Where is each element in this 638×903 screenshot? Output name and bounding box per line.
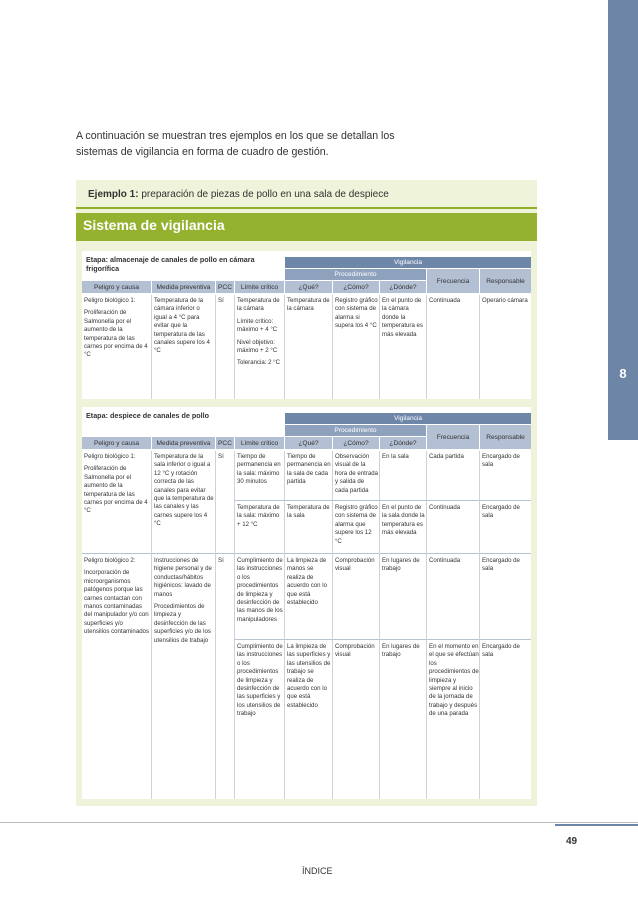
page-number: 49: [566, 836, 578, 847]
header-responsable: Responsable: [480, 269, 531, 293]
cell-limite: Temperatura de la sala: máximo + 12 °C: [237, 504, 280, 528]
header-medida: Medida preventiva: [152, 437, 215, 449]
system-banner: [76, 213, 537, 241]
header-que: ¿Qué?: [285, 281, 332, 293]
example-heading: [88, 189, 389, 200]
cell-pcc: Sí: [218, 297, 224, 304]
cell-como: Registro gráfico con sistema de alarma si supera los 4 °C: [335, 297, 378, 330]
table-almacenaje: [82, 251, 531, 399]
table-despiece: [82, 407, 531, 799]
intro-paragraph: A continuación se muestran tres ejemplos en los que se detallan los sistemas de vigilancia en forma de cuadro de gestión.: [76, 130, 395, 158]
cell-donde: En el punto de la sala donde la temperatura es más elevada: [382, 504, 425, 537]
header-como: ¿Cómo?: [333, 281, 379, 293]
header-procedimiento: Procedimiento: [285, 425, 426, 436]
header-donde: ¿Dónde?: [380, 281, 426, 293]
cell-responsable: Encargado de sala: [482, 504, 520, 520]
chapter-tab: [608, 0, 638, 440]
cell-como: Observación visual de la hora de entrada y salida de cada partida: [335, 453, 379, 494]
cell-pcc: Sí: [218, 557, 224, 564]
header-procedimiento: Procedimiento: [285, 269, 426, 280]
header-que: ¿Qué?: [285, 437, 332, 449]
stage-title: Etapa: almacenaje de canales de pollo en cámara frigorífica: [86, 255, 255, 273]
header-vigilancia: Vigilancia: [285, 413, 531, 424]
cell-que: Temperatura de la cámara: [287, 297, 330, 313]
cell-limite: Tiempo de permanencia en la sala: máximo 30 minutos: [237, 453, 281, 486]
example-box: [76, 180, 537, 806]
cell-medida: Temperatura de la cámara inferior o igual a 4 °C para evitar que la temperatura de las canales supere los 4 °C: [154, 297, 210, 355]
cell-limite: Cumplimiento de las instrucciones o los procedimientos de limpieza y desinfección de las superficies y los utensilios de trabajo: [237, 643, 283, 718]
cell-peligro: Peligro biológico 1: Proliferación de Salmonella por el aumento de la temperatura de las carnes por encima de 4 °C: [84, 453, 148, 515]
cell-donde: En el punto de la cámara donde la temperatura es más elevada: [382, 297, 423, 338]
system-title: Sistema de vigilancia: [83, 217, 225, 233]
cell-frecuencia: Continuada: [429, 504, 461, 511]
header-limite: Límite crítico: [235, 437, 284, 449]
cell-responsable: Encargado de sala: [482, 557, 520, 573]
example-label: Ejemplo 1:: [88, 189, 139, 200]
header-limite: Límite crítico: [235, 281, 284, 293]
cell-responsable: Encargado de sala: [482, 643, 520, 659]
cell-frecuencia: Continuada: [429, 557, 461, 564]
cell-que: La limpieza de manos se realiza de acuerdo con lo que está establecido: [287, 557, 327, 607]
cell-limite: Cumplimiento de las instrucciones o los procedimientos de limpieza y desinfección de las manos de los manipuladores: [237, 557, 283, 623]
header-frecuencia: Frecuencia: [427, 425, 479, 449]
header-pcc: PCC: [216, 281, 234, 293]
cell-que: Tiempo de permanencia en la sala de cada partida: [287, 453, 331, 486]
cell-como: Registro gráfico con sistema de alarma que supere los 12 °C: [335, 504, 378, 545]
cell-responsable: Encargado de sala: [482, 453, 520, 469]
header-como: ¿Cómo?: [333, 437, 379, 449]
example-rule: [76, 207, 537, 209]
footer-rule: [0, 822, 638, 823]
header-pcc: PCC: [216, 437, 234, 449]
cell-frecuencia: Cada partida: [429, 453, 464, 460]
cell-que: Temperatura de la sala: [287, 504, 330, 520]
cell-peligro: Peligro biológico 2: Incorporación de microorganismos patógenos porque las carnes contactan con manos contaminadas del manipulador y/o con superficies y/o utensilios contaminados: [84, 557, 150, 636]
cell-limite: Temperatura de la cámara Límite crítico: máximo + 4 °C Nivel objetivo: máximo + 2 °C Tolerancia: 2 °C: [237, 297, 281, 367]
cell-medida: Temperatura de la sala inferior o igual a 12 °C y rotación correcta de las canales para evitar que la temperatura de las canales y las carnes supere los 4 °C: [154, 453, 214, 528]
example-title: preparación de piezas de pollo en una sala de despiece: [141, 189, 389, 200]
cell-donde: En la sala: [382, 453, 409, 460]
stage-title: Etapa: despiece de canales de pollo: [86, 411, 210, 420]
header-peligro: Peligro y causa: [82, 437, 151, 449]
cell-como: Comprobación visual: [335, 643, 375, 659]
header-medida: Medida preventiva: [152, 281, 215, 293]
header-vigilancia: Vigilancia: [285, 257, 531, 268]
cell-donde: En lugares de trabajo: [382, 643, 420, 659]
cell-frecuencia: En el momento en el que se efectúan los procedimientos de limpieza y siempre al inicio de la jornada de trabajo y después de una parada: [429, 643, 479, 718]
cell-frecuencia: Continuada: [429, 297, 461, 304]
cell-que: La limpieza de las superficies y las utensilios de trabajo se realiza de acuerdo con lo que está establecido: [287, 643, 331, 709]
cell-peligro: Peligro biológico 1: Proliferación de Salmonella por el aumento de la temperatura de las carnes por encima de 4 °C: [84, 297, 148, 359]
cell-responsable: Operario cámara: [482, 297, 528, 304]
header-frecuencia: Frecuencia: [427, 269, 479, 293]
header-donde: ¿Dónde?: [380, 437, 426, 449]
header-responsable: Responsable: [480, 425, 531, 449]
header-peligro: Peligro y causa: [82, 281, 151, 293]
chapter-number: 8: [619, 366, 627, 381]
cell-donde: En lugares de trabajo: [382, 557, 420, 573]
cell-como: Comprobación visual: [335, 557, 375, 573]
index-link[interactable]: ÍNDICE: [302, 866, 333, 876]
cell-medida: Instrucciones de higiene personal y de conductas/hábitos higiénicos: lavado de manos Procedimientos de limpieza y desinfección de las superficies y/o de los utensilios de trabajo: [154, 557, 212, 644]
page-number-rule: [555, 824, 638, 826]
cell-pcc: Sí: [218, 453, 224, 460]
